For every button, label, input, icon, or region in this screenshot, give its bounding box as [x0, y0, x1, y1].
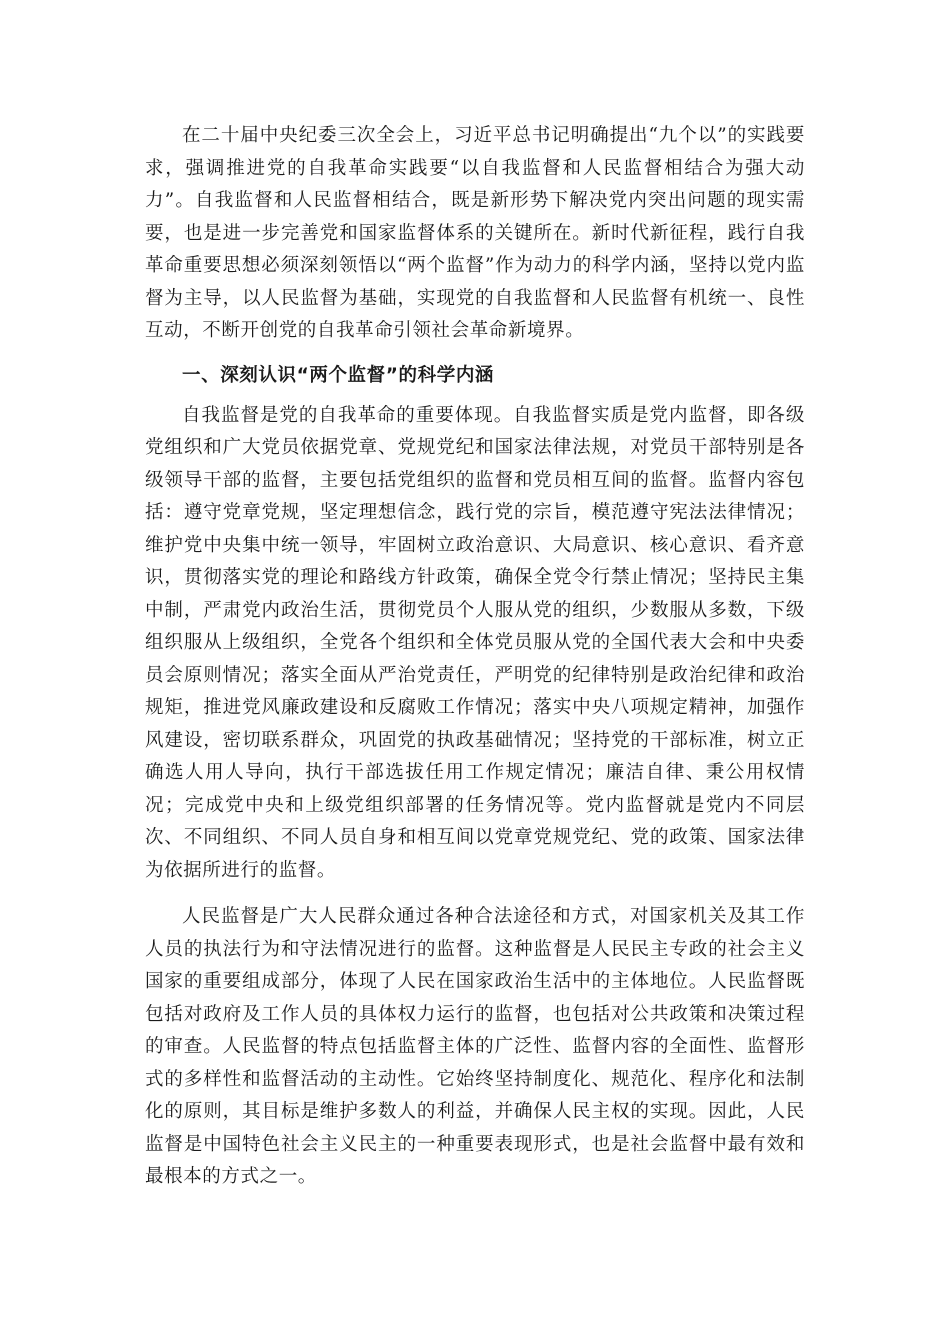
document-page: [145, 120, 805, 1194]
intro-paragraph: 在二十届中央纪委三次全会上，习近平总书记明确提出“九个以”的实践要求，强调推进党的自我革命实践要“以自我监督和人民监督相结合为强大动力”。自我监督和人民监督相结合，既是新形势下解决党内突出问题的现实需要，也是进一步完善党和国家监督体系的关键所在。新时代新征程，践行自我革命重要思想必须深刻领悟以“两个监督”作为动力的科学内涵，坚持以党内监督为主导，以人民监督为基础，实现党的自我监督和人民监督有机统一、良性互动，不断开创党的自我革命引领社会革命新境界。: [145, 125, 805, 341]
section-1-heading: 一、深刻认识“两个监督”的科学内涵: [182, 364, 495, 386]
self-supervision-paragraph: 自我监督是党的自我革命的重要体现。自我监督实质是党内监督，即各级党组织和广大党员依据党章、党规党纪和国家法律法规，对党员干部特别是各级领导干部的监督，主要包括党组织的监督和党员相互间的监督。监督内容包括：遵守党章党规，坚定理想信念，践行党的宗旨，模范遵守宪法法律情况；维护党中央集中统一领导，牢固树立政治意识、大局意识、核心意识、看齐意识，贯彻落实党的理论和路线方针政策，确保全党令行禁止情况；坚持民主集中制，严肃党内政治生活，贯彻党员个人服从党的组织，少数服从多数，下级组织服从上级组织，全党各个组织和全体党员服从党的全国代表大会和中央委员会原则情况；落实全面从严治党责任，严明党的纪律特别是政治纪律和政治规矩，推进党风廉政建设和反腐败工作情况；落实中央八项规定精神，加强作风建设，密切联系群众，巩固党的执政基础情况；坚持党的干部标准，树立正确选人用人导向，执行干部选拔任用工作规定情况；廉洁自律、秉公用权情况；完成党中央和上级党组织部署的任务情况等。党内监督就是党内不同层次、不同组织、不同人员自身和相互间以党章党规党纪、党的政策、国家法律为依据所进行的监督。: [145, 404, 805, 881]
people-supervision-paragraph: 人民监督是广大人民群众通过各种合法途径和方式，对国家机关及其工作人员的执法行为和守法情况进行的监督。这种监督是人民民主专政的社会主义国家的重要组成部分，体现了人民在国家政治生活中的主体地位。人民监督既包括对政府及工作人员的具体权力运行的监督，也包括对公共政策和决策过程的审查。人民监督的特点包括监督主体的广泛性、监督内容的全面性、监督形式的多样性和监督活动的主动性。它始终坚持制度化、规范化、程序化和法制化的原则，其目标是维护多数人的利益，并确保人民主权的实现。因此，人民监督是中国特色社会主义民主的一种重要表现形式，也是社会监督中最有效和最根本的方式之一。: [145, 906, 805, 1187]
paragraph-gap: [145, 887, 805, 901]
